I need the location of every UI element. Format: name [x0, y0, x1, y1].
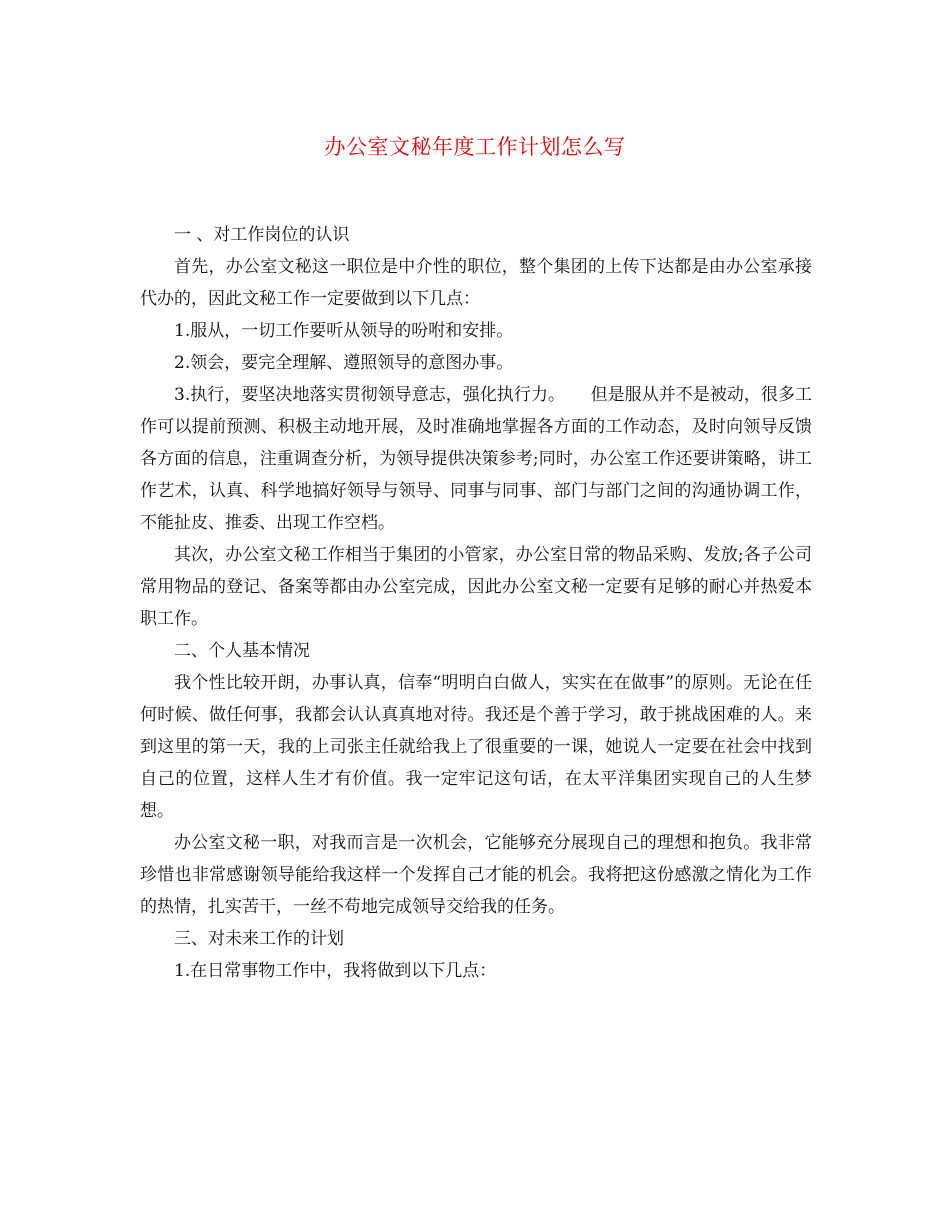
list-item-3: 3.执行，要坚决地落实贯彻领导意志，强化执行力。 但是服从并不是被动，很多工作可以提前预测、积极主动地开展，及时准确地掌握各方面的工作动态，及时向领导反馈各方面的信息，注重调查分析，为领导提供决策参考;同时，办公室工作还要讲策略，讲工作艺术，认真、科学地搞好领导与领导、同事与同事、部门与部门之间的沟通协调工作，不能扯皮、推委、出现工作空档。	[140, 385, 812, 533]
plan-item-1: 1.在日常事物工作中，我将做到以下几点：	[174, 961, 497, 981]
section-heading-1: 一 、对工作岗位的认识	[174, 225, 350, 245]
section-heading-2: 二、个人基本情况	[174, 641, 310, 661]
paragraph-personality: 我个性比较开朗，办事认真，信奉“明明白白做人，实实在在做事”的原则。无论在任何时候、做任何事，我都会认认真真地对待。我还是个善于学习，敢于挑战困难的人。来到这里的第一天，我的上司张主任就给我上了很重要的一课，她说人一定要在社会中找到自己的位置，这样人生才有价值。我一定牢记这句话，在太平洋集团实现自己的人生梦想。	[140, 673, 812, 821]
paragraph-secondly: 其次，办公室文秘工作相当于集团的小管家，办公室日常的物品采购、发放;各子公司常用物品的登记、备案等都由办公室完成，因此办公室文秘一定要有足够的耐心并热爱本职工作。	[140, 545, 812, 629]
document-title: 办公室文秘年度工作计划怎么写	[324, 135, 626, 159]
section-heading-3: 三、对未来工作的计划	[174, 929, 344, 949]
paragraph-opportunity: 办公室文秘一职，对我而言是一次机会，它能够充分展现自己的理想和抱负。我非常珍惜也非常感谢领导能给我这样一个发挥自己才能的机会。我将把这份感激之情化为工作的热情，扎实苦干，一丝不苟地完成领导交给我的任务。	[140, 833, 812, 917]
paragraph-intro: 首先，办公室文秘这一职位是中介性的职位，整个集团的上传下达都是由办公室承接代办的，因此文秘工作一定要做到以下几点：	[140, 257, 812, 309]
document-body	[140, 219, 812, 987]
list-item-2: 2.领会，要完全理解、遵照领导的意图办事。	[174, 353, 514, 373]
list-item-1: 1.服从，一切工作要听从领导的吩咐和安排。	[174, 321, 514, 341]
